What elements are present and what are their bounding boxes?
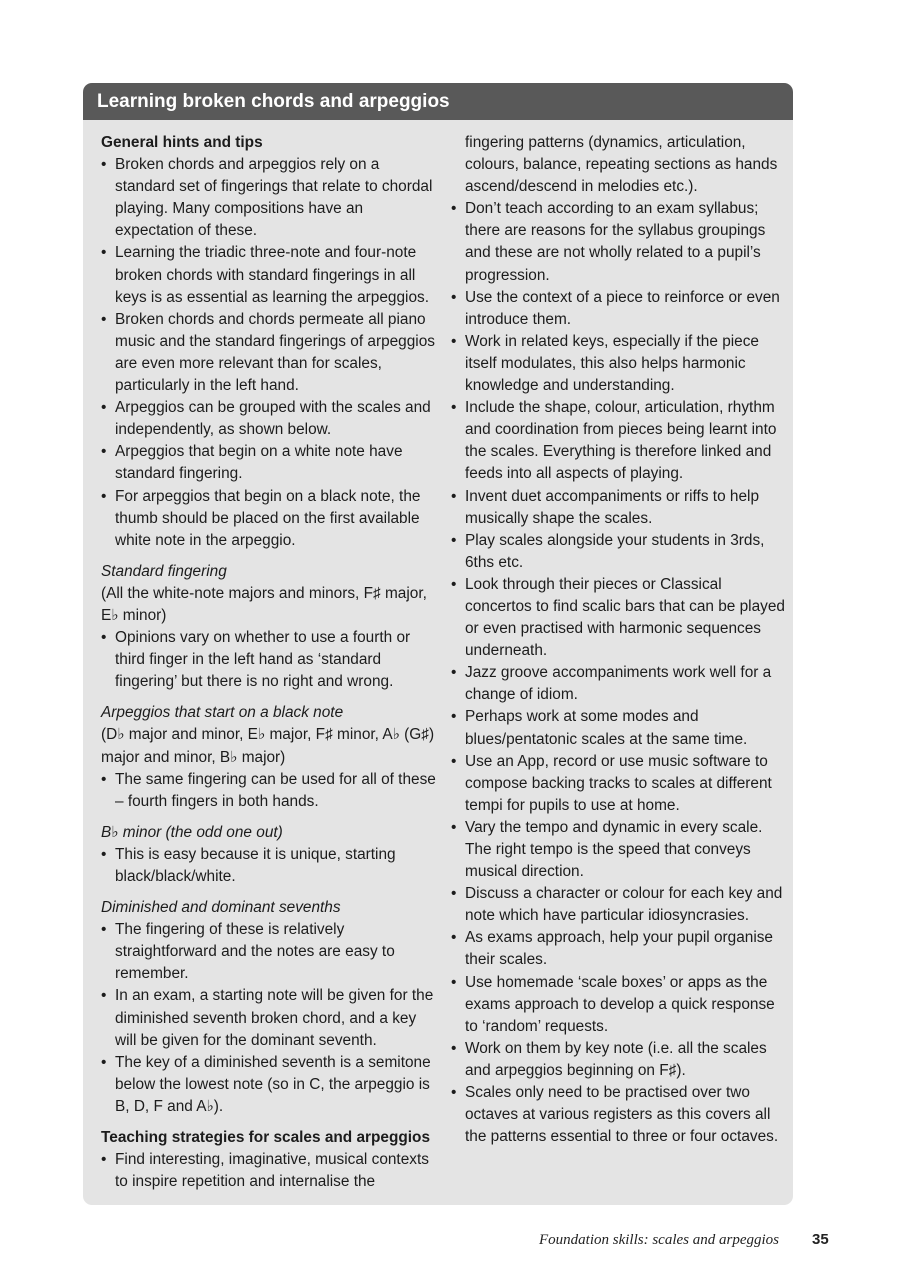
bullet-item — [451, 751, 785, 817]
bullet-item — [101, 919, 437, 985]
bullet-icon: • — [451, 332, 457, 350]
bullet-item — [101, 154, 437, 242]
bullet-item — [101, 242, 437, 308]
standard-fingering-list — [101, 627, 437, 693]
bullet-text: As exams approach, help your pupil organise their scales. — [465, 929, 773, 969]
right-column — [451, 132, 785, 1148]
bullet-item — [451, 662, 785, 706]
standard-fingering-heading: Standard fingering — [101, 562, 227, 580]
running-footer-title: Foundation skills: scales and arpeggios — [539, 1232, 779, 1248]
bullet-text: Arpeggios can be grouped with the scales and independently, as shown below. — [115, 399, 431, 439]
bullet-icon: • — [451, 288, 457, 306]
black-note-heading: Arpeggios that start on a black note — [101, 704, 344, 722]
bullet-icon: • — [101, 921, 107, 939]
bullet-icon: • — [101, 244, 107, 262]
bullet-text: Broken chords and chords permeate all piano music and the standard fingerings of arpeggios are even more relevant than for scales, particularly in the left hand. — [115, 310, 435, 395]
bflat-minor-list — [101, 844, 437, 888]
bullet-text: The fingering of these is relatively straightforward and the notes are easy to remember. — [115, 921, 395, 983]
bullet-icon: • — [451, 200, 457, 218]
info-box — [83, 83, 793, 1205]
bullet-icon: • — [101, 770, 107, 788]
bullet-item — [451, 817, 785, 883]
bullet-item — [451, 574, 785, 662]
black-note-list — [101, 769, 437, 813]
bullet-text: Discuss a character or colour for each key and note which have particular idiosyncrasies. — [465, 885, 783, 925]
page-number: 35 — [812, 1231, 829, 1248]
bullet-text: Find interesting, imaginative, musical contexts to inspire repetition and internalise the — [115, 1151, 429, 1191]
bullet-item — [101, 1149, 437, 1193]
bullet-icon: • — [101, 1053, 107, 1071]
bflat-minor-heading: B♭ minor (the odd one out) — [101, 823, 283, 841]
bullet-item — [101, 769, 437, 813]
bullet-item — [451, 883, 785, 927]
bullet-item — [451, 927, 785, 971]
bullet-text: Use an App, record or use music software to compose backing tracks to scales at different tempi for pupils to use at home. — [465, 752, 772, 814]
bullet-icon: • — [451, 1084, 457, 1102]
bullet-text: Arpeggios that begin on a white note have standard fingering. — [115, 443, 403, 483]
bullet-text: Don’t teach according to an exam syllabus; there are reasons for the syllabus groupings and these are not wholly related to a pupil’s progression. — [465, 200, 766, 284]
bullet-item — [101, 441, 437, 485]
bullet-text: Play scales alongside your students in 3rds, 6ths etc. — [465, 531, 765, 571]
bullet-icon: • — [101, 399, 107, 417]
bullet-icon: • — [451, 973, 457, 991]
page-footer — [0, 1229, 900, 1251]
bullet-text: Work in related keys, especially if the piece itself modulates, this also helps harmonic knowledge and understanding. — [465, 332, 759, 395]
bullet-icon: • — [451, 929, 457, 947]
bullet-text: Jazz groove accompaniments work well for a change of idiom. — [465, 664, 772, 704]
bullet-icon: • — [101, 156, 107, 174]
standard-fingering-note: (All the white-note majors and minors, F♯ major, E♭ minor) — [101, 584, 427, 624]
bullet-icon: • — [101, 310, 107, 328]
bullet-item — [451, 706, 785, 750]
bullet-text: The same fingering can be used for all of these – fourth fingers in both hands. — [115, 770, 436, 810]
bullet-text: Perhaps work at some modes and blues/pentatonic scales at the same time. — [465, 708, 748, 748]
bullet-text: Use the context of a piece to reinforce or even introduce them. — [465, 288, 780, 328]
bullet-text: Broken chords and arpeggios rely on a standard set of fingerings that relate to chordal playing. Many compositions have an expectation of these. — [115, 156, 433, 240]
bullet-icon: • — [451, 818, 457, 836]
bullet-item — [451, 1038, 785, 1082]
bullet-item — [101, 397, 437, 441]
bullet-item — [451, 486, 785, 530]
bullet-item — [101, 985, 437, 1051]
bullet-icon: • — [451, 399, 457, 417]
bullet-icon: • — [451, 752, 457, 770]
bullet-icon: • — [451, 885, 457, 903]
bullet-item — [101, 486, 437, 552]
bullet-icon: • — [101, 487, 107, 505]
bullet-item — [451, 198, 785, 286]
bullet-text: Look through their pieces or Classical concertos to find scalic bars that can be played or even practised with harmonic sequences underneath. — [465, 575, 785, 660]
bullet-item — [101, 309, 437, 397]
bullet-text: Include the shape, colour, articulation, rhythm and coordination from pieces being learnt into the scales. Everything is therefore linked and feeds into all aspects of playing. — [465, 399, 777, 483]
sevenths-heading: Diminished and dominant sevenths — [101, 899, 341, 917]
bullet-icon: • — [451, 1039, 457, 1057]
bullet-icon: • — [451, 708, 457, 726]
black-note-note: (D♭ major and minor, E♭ major, F♯ minor, A♭ (G♯) major and minor, B♭ major) — [101, 726, 435, 766]
bullet-text: Use homemade ‘scale boxes’ or apps as the exams approach to develop a quick response to ‘random’ requests. — [465, 973, 775, 1035]
bullet-item — [101, 1052, 437, 1118]
general-hints-heading: General hints and tips — [101, 134, 263, 151]
bullet-item — [451, 972, 785, 1038]
bullet-icon: • — [101, 629, 107, 647]
bullet-icon: • — [451, 487, 457, 505]
left-column — [101, 132, 437, 1193]
bullet-icon: • — [451, 664, 457, 682]
bullet-item — [451, 287, 785, 331]
bullet-text: Opinions vary on whether to use a fourth or third finger in the left hand as ‘standard fingering’ but there is no right and wrong. — [115, 629, 411, 691]
bullet-icon: • — [101, 845, 107, 863]
bullet-text: In an exam, a starting note will be given for the diminished seventh broken chord, and a key will be given for the dominant seventh. — [115, 987, 434, 1049]
bullet-item — [451, 331, 785, 397]
bullet-icon: • — [101, 1151, 107, 1169]
bullet-text: The key of a diminished seventh is a semitone below the lowest note (so in C, the arpeggio is B, D, F and A♭). — [115, 1053, 431, 1115]
bullet-text: Scales only need to be practised over two octaves at various registers as this covers all the patterns essential to three or four octaves. — [465, 1084, 779, 1146]
general-hints-list — [101, 154, 437, 552]
bullet-text: Work on them by key note (i.e. all the scales and arpeggios beginning on F♯). — [465, 1039, 767, 1079]
sevenths-list — [101, 919, 437, 1118]
bullet-icon: • — [101, 987, 107, 1005]
bullet-item — [101, 627, 437, 693]
teaching-strategies-list-continued — [451, 198, 785, 1148]
bullet-text: For arpeggios that begin on a black note, the thumb should be placed on the first available white note in the arpeggio. — [115, 487, 421, 549]
bullet-item — [451, 530, 785, 574]
bullet-text: Invent duet accompaniments or riffs to help musically shape the scales. — [465, 487, 760, 527]
bullet-text: Learning the triadic three-note and four-note broken chords with standard fingerings in all keys is as essential as learning the arpeggios. — [115, 244, 429, 306]
teaching-strategies-list — [101, 1149, 437, 1193]
bullet-text: Vary the tempo and dynamic in every scale. The right tempo is the speed that conveys musical direction. — [465, 818, 763, 881]
bullet-icon: • — [451, 531, 457, 549]
box-title: Learning broken chords and arpeggios — [83, 83, 793, 120]
bullet-item — [451, 1082, 785, 1148]
continued-text: fingering patterns (dynamics, articulation, colours, balance, repeating sections as hands ascend/descend in melodies etc.). — [465, 134, 778, 196]
bullet-item — [101, 844, 437, 888]
bullet-text: This is easy because it is unique, starting black/black/white. — [115, 845, 396, 885]
bullet-icon: • — [451, 575, 457, 593]
bullet-item — [451, 397, 785, 485]
bullet-icon: • — [101, 443, 107, 461]
teaching-strategies-heading: Teaching strategies for scales and arpeggios — [101, 1129, 431, 1147]
